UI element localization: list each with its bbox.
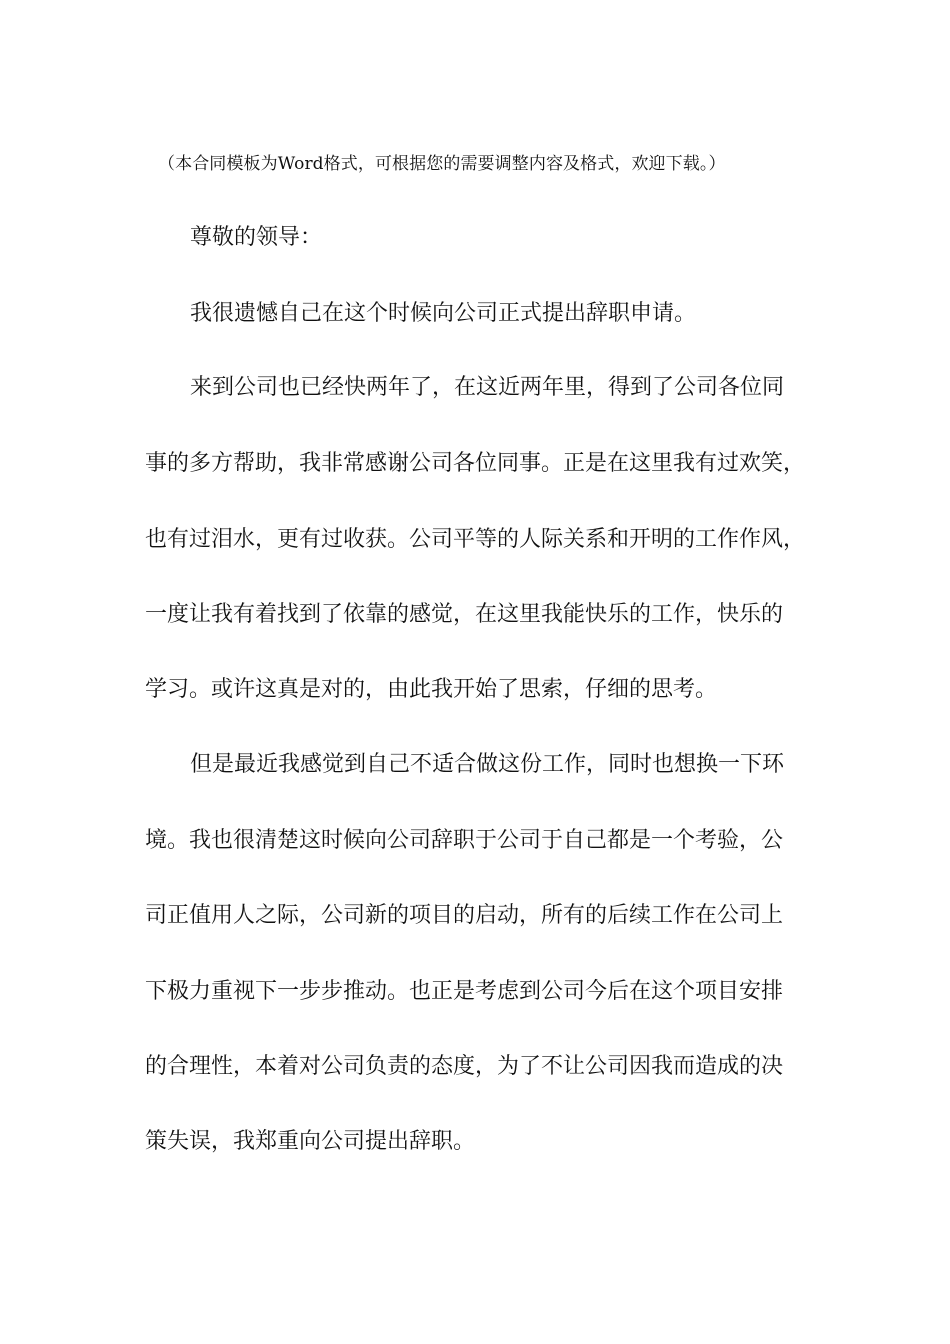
salutation: 尊敬的领导：	[190, 225, 323, 250]
paragraph-line: 一度让我有着找到了依靠的感觉，在这里我能快乐的工作，快乐的	[145, 602, 784, 627]
paragraph-line: 司正值用人之际，公司新的项目的启动，所有的后续工作在公司上	[145, 903, 784, 928]
paragraph-line: 的合理性，本着对公司负责的态度，为了不让公司因我而造成的决	[145, 1054, 784, 1079]
paragraph-line: 学习。或许这真是对的，由此我开始了思索，仔细的思考。	[145, 677, 718, 702]
paragraph-line: 来到公司也已经快两年了，在这近两年里，得到了公司各位同	[190, 375, 785, 400]
paragraph-line: 策失误，我郑重向公司提出辞职。	[145, 1129, 476, 1154]
paragraph-line: 我很遗憾自己在这个时候向公司正式提出辞职申请。	[190, 301, 697, 326]
paragraph-line: 也有过泪水，更有过收获。公司平等的人际关系和开明的工作作风，	[145, 527, 806, 552]
paragraph-line: 但是最近我感觉到自己不适合做这份工作，同时也想换一下环	[190, 752, 785, 777]
template-note: （本合同模板为Word格式，可根据您的需要调整内容及格式，欢迎下载。）	[158, 154, 726, 174]
paragraph-line: 下极力重视下一步步推动。也正是考虑到公司今后在这个项目安排	[145, 979, 784, 1004]
paragraph-line: 境。我也很清楚这时候向公司辞职于公司于自己都是一个考验，公	[145, 828, 784, 853]
paragraph-line: 事的多方帮助，我非常感谢公司各位同事。正是在这里我有过欢笑，	[145, 451, 806, 476]
